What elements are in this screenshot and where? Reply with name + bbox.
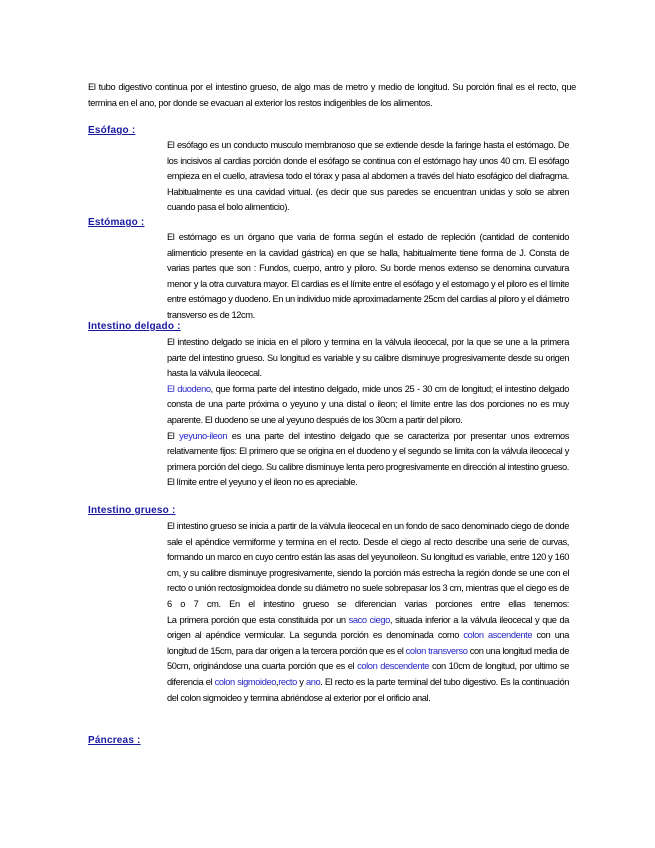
yeyuno-ileon-link[interactable]: yeyuno-ileon [179, 430, 228, 441]
grueso-text-h: . El recto es la parte terminal del tubo digestivo. Es la continuación del colon sigmoideo y termina abriéndose al exterior por el orificio anal. [167, 676, 569, 703]
delgado-text-2: , que forma parte del intestino delgado, mide unos 25 - 30 cm de longitud; el intestino delgado consta de una parte próxima o yeyuno y una distal o ileon; el límite entre las dos porciones no es muy aparente. El duodeno se une al yeyuno después de los 30cm a partir del piloro. [167, 383, 569, 425]
grueso-body [167, 519, 569, 706]
colon-transverso-link[interactable]: colon transverso [405, 645, 468, 656]
delgado-text-3-start: El [167, 430, 175, 441]
colon-sigmoideo-link[interactable]: colon sigmoideo [214, 676, 277, 687]
grueso-text-b: , situada inferior a la válvula ileocecal y que da origen al apéndice vermicular. La segunda porción es denominada como [167, 614, 570, 641]
saco-ciego-link[interactable]: saco ciego [348, 614, 390, 625]
grueso-text-g: y [299, 676, 304, 687]
heading-estomago[interactable]: Estómago : [88, 217, 145, 228]
grueso-text-f: , [276, 676, 279, 687]
intro-paragraph: El tubo digestivo continua por el intestino grueso, de algo mas de metro y medio de longitud. Su porción final es el recto, que termina en el ano, por donde se evacuan al exterior los restos indigeribles de los alimentos. [88, 82, 576, 108]
ano-link[interactable]: ano [305, 676, 321, 687]
heading-intestino-grueso[interactable]: Intestino grueso : [88, 505, 176, 516]
grueso-text-c: con una longitud de 15cm, para dar origen a la tercera porción que es el [167, 630, 569, 656]
grueso-text-e: con 10cm de longitud, por ultimo se diferencia el [167, 661, 569, 687]
grueso-paragraph-1: El intestino grueso se inicia a partir de la válvula ileocecal en un fondo de saco denominado ciego de donde sale el apéndice vermiforme y termina en el recto. Desde el ciego al recto describe una serie de curvas, formando un marco en cuyo centro están las asas del yeyunoileon. Su longitud es variable, entre 120 y 160 cm, y su calibre disminuye progresivamente, siendo la porción más estrecha la región donde se une con el recto o unión rectosigmoidea donde su diámetro no suele sobrepasar los 3 cm, mientras que el ciego es de 6 o 7 cm. En el intestino grueso se diferencian varias porciones entre ellas tenemos: [167, 521, 569, 609]
heading-intestino-delgado[interactable]: Intestino delgado : [88, 321, 181, 332]
colon-descendente-link[interactable]: colon descendente [357, 661, 430, 672]
grueso-text-a: La primera porción que esta constituida por un [167, 614, 346, 625]
colon-ascendente-link[interactable]: colon ascendente [463, 630, 533, 641]
delgado-body [167, 335, 569, 491]
grueso-text-d: con una longitud media de 50cm, originándose una cuarta porción que es el [167, 645, 570, 672]
esofago-paragraph: El esófago es un conducto musculo membranoso que se extiende desde la faringe hasta el estómago. De los incisivos al cardias porción donde el esófago se continua con el estómago hay unos 40 cm. El esófago empieza en el cuello, atraviesa todo el tórax y pasa al abdomen a través del hiato esofágico del diafragma. Habitualmente es una cavidad virtual. (es decir que sus paredes se encuentran unidas y solo se abren cuando pasa el bolo alimenticio). [167, 140, 569, 213]
estomago-paragraph: El estómago es un órgano que varia de forma según el estado de repleción (cantidad de contenido alimenticio presente en la cavidad gástrica) en que se halla, habitualmente tiene forma de J. Consta de varias partes que son : Fundos, cuerpo, antro y piloro. Su borde menos extenso se denomina curvatura menor y la otra curvatura mayor. El cardias es el límite entre el esófago y el estomago y el piloro es el límite entre estómago y duodeno. En un individuo mide aproximadamente 25cm del cardias al piloro y el diámetro transverso es de 12cm. [167, 232, 569, 320]
duodeno-link[interactable]: El duodeno [167, 383, 211, 394]
delgado-text-3: es una parte del intestino delgado que se caracteriza por presentar unos extremos relativamente fijos: El primero que se origina en el duodeno y el segundo se limita con la válvula ileocecal y primera porción del ciego. Su calibre disminuye lenta pero progresivamente en dirección al intestino grueso. El límite entre el yeyuno y el ileon no es apreciable. [167, 430, 570, 488]
heading-esofago[interactable]: Esófago : [88, 125, 136, 136]
delgado-text-1: El intestino delgado se inicia en el piloro y termina en la válvula ileocecal, por la que se une a la primera parte del intestino grueso. Su longitud es variable y su calibre disminuye progresivamente desde su origen hasta la válvula ileocecal. [167, 337, 569, 379]
delgado-paragraph-2 [167, 382, 569, 429]
grueso-paragraph-2 [167, 613, 569, 707]
recto-link[interactable]: recto [278, 676, 297, 687]
delgado-paragraph-1 [167, 335, 569, 382]
heading-pancreas[interactable]: Páncreas : [88, 735, 141, 746]
delgado-paragraph-3 [167, 429, 569, 491]
